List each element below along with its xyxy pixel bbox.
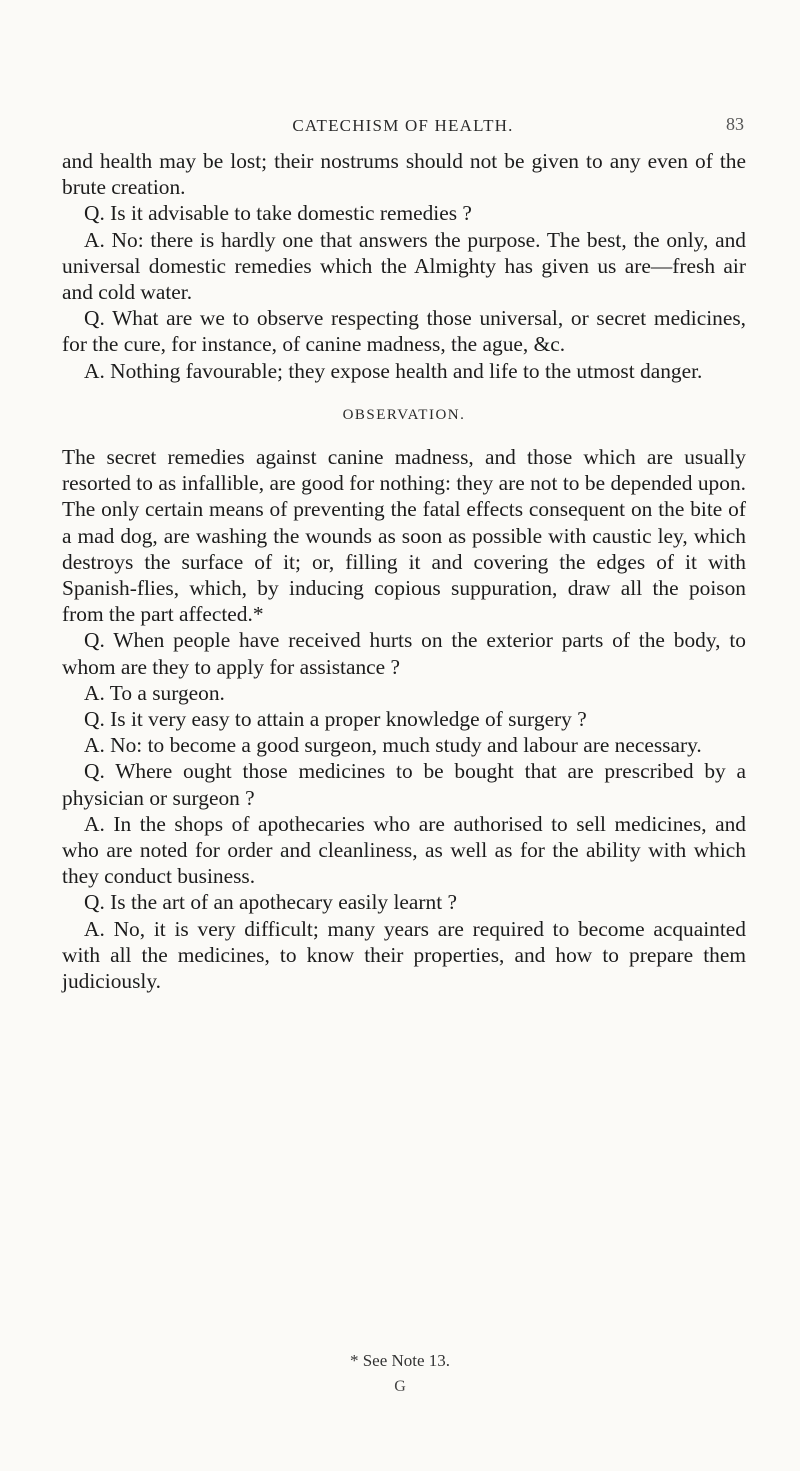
running-title: CATECHISM OF HEALTH. xyxy=(292,116,514,135)
running-head xyxy=(62,116,744,140)
answer-where-bought: A. In the shops of apothecaries who are authorised to sell medicines, and who are noted for order and cleanliness, as well as for the ability with which they conduct business. xyxy=(62,811,746,889)
page-number: 83 xyxy=(726,114,744,134)
footnote: * See Note 13. xyxy=(349,1351,451,1370)
observation-paragraph: The secret remedies against canine madness, and those which are usually resorted to as infallible, are good for nothing: they are not to be depended upon. The only certain means of preventing the fatal effects consequent on the bite of a mad dog, are washing the wounds as soon as possible with caustic ley, which destroys the surface of it; or, filling it and covering the edges of it with Spanish-flies, which, by inducing copious suppuration, draw all the poison from the part affected.* xyxy=(62,445,746,627)
answer-exterior-hurts: A. To a surgeon. xyxy=(84,680,225,705)
question-where-bought: Q. Where ought those medicines to be bought that are prescribed by a physician or surgeon ? xyxy=(62,759,746,810)
answer-domestic-remedies: A. No: there is hardly one that answers the purpose. The best, the only, and universal domestic remedies which the Almighty has given us are—fresh air and cold water. xyxy=(62,227,746,305)
signature-mark: G xyxy=(394,1378,406,1395)
question-domestic-remedies: Q. Is it advisable to take domestic remedies ? xyxy=(84,201,472,226)
answer-secret-medicines: A. Nothing favourable; they expose health and life to the utmost danger. xyxy=(84,358,703,383)
observation-heading: OBSERVATION. xyxy=(342,406,466,423)
question-apothecary-art: Q. Is the art of an apothecary easily learnt ? xyxy=(84,890,457,915)
answer-surgery-knowledge: A. No: to become a good surgeon, much study and labour are necessary. xyxy=(84,733,702,758)
question-surgery-knowledge: Q. Is it very easy to attain a proper knowledge of surgery ? xyxy=(84,707,587,732)
question-exterior-hurts: Q. When people have received hurts on the exterior parts of the body, to whom are they to apply for assistance ? xyxy=(62,628,746,679)
paragraph-continuation: and health may be lost; their nostrums should not be given to any even of the brute creation. xyxy=(62,149,746,200)
question-secret-medicines: Q. What are we to observe respecting those universal, or secret medicines, for the cure, for instance, of canine madness, the ague, &c. xyxy=(62,306,746,357)
body-text xyxy=(62,148,746,994)
answer-apothecary-art: A. No, it is very difficult; many years are required to become acquainted with all the medicines, to know their properties, and how to prepare them judiciously. xyxy=(62,916,746,994)
